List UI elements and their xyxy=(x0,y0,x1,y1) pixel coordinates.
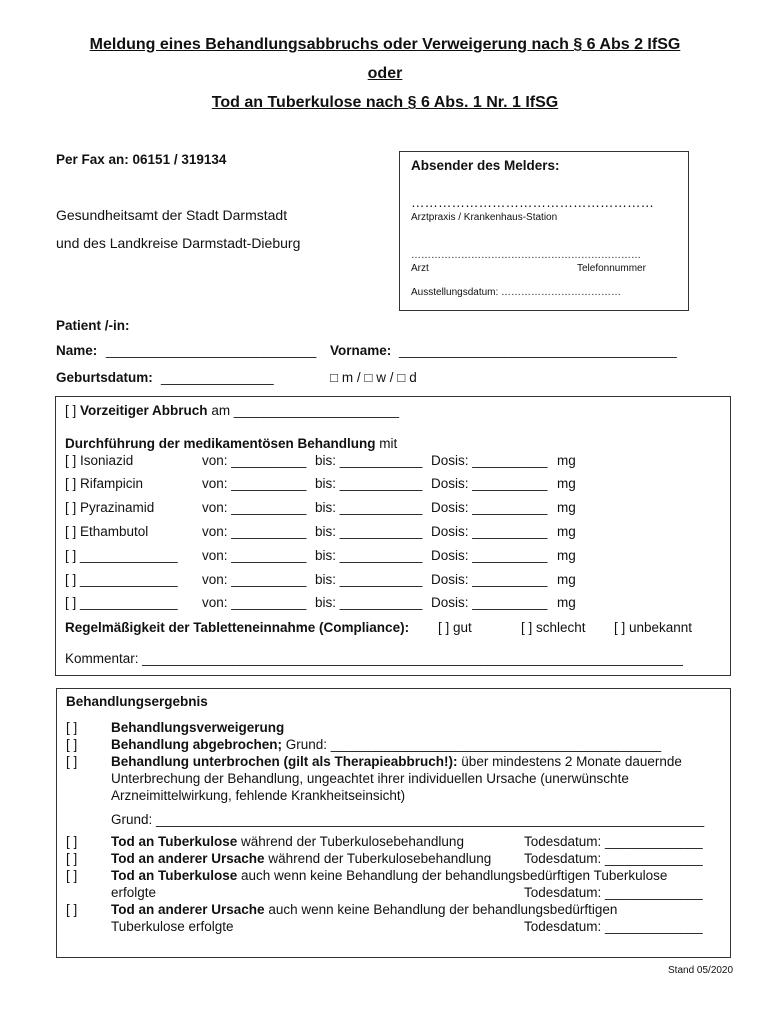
sender-dots-2[interactable]: …………………………………………………………… xyxy=(411,250,641,261)
tod-tb-waehrend-bold: Tod an Tuberkulose xyxy=(111,834,238,849)
name-label: Name: xyxy=(56,343,98,358)
page-subtitle: Tod an Tuberkulose nach § 6 Abs. 1 Nr. 1 IfSG xyxy=(211,94,559,111)
sender-box xyxy=(399,151,689,311)
compliance-gut[interactable]: [ ] gut xyxy=(438,620,472,635)
med-bis-field[interactable]: bis: ___________ xyxy=(315,476,423,491)
todesdatum-field-2[interactable]: Todesdatum: _____________ xyxy=(524,851,703,866)
tod-tb-ohne xyxy=(111,868,667,883)
med-bis-field[interactable]: bis: ___________ xyxy=(315,572,423,587)
ergebnis-title: Behandlungsergebnis xyxy=(66,694,208,709)
abbruch-checkbox[interactable]: [ ] xyxy=(65,403,77,418)
geburtsdatum-label: Geburtsdatum: xyxy=(56,370,153,385)
unterbrochen-grund-field[interactable]: Grund: _________________________________________________________________________ xyxy=(111,812,705,827)
recipient-line1: Gesundheitsamt der Stadt Darmstadt xyxy=(56,207,288,223)
cb-tod-tb-waehrend[interactable]: [ ] xyxy=(66,834,78,849)
compliance-label: Regelmäßigkeit der Tabletteneinnahme (Compliance): xyxy=(65,620,410,635)
patient-heading: Patient /-in: xyxy=(56,318,130,333)
med-dosis-field[interactable]: Dosis: __________ xyxy=(431,476,548,491)
verweigerung-label: Behandlungsverweigerung xyxy=(111,720,285,735)
tod-tb-ohne-rest: auch wenn keine Behandlung der behandlungsbedürftigen Tuberkulose xyxy=(241,868,668,883)
med-dosis-field[interactable]: Dosis: __________ xyxy=(431,572,548,587)
gender-checkboxes[interactable]: □ m / □ w / □ d xyxy=(330,370,417,385)
fax-number: Per Fax an: 06151 / 319134 xyxy=(56,152,227,167)
tod-andere-ohne-rest: auch wenn keine Behandlung der behandlungsbedürftigen xyxy=(268,902,618,917)
med-dosis-field[interactable]: Dosis: __________ xyxy=(431,595,548,610)
med-unit: mg xyxy=(557,453,576,468)
med-dosis-field[interactable]: Dosis: __________ xyxy=(431,500,548,515)
unterbrochen-rest: über mindestens 2 Monate dauernde xyxy=(461,754,682,769)
footer-stand: Stand 05/2020 xyxy=(668,965,734,976)
med-von-field[interactable]: von: __________ xyxy=(202,548,307,563)
cb-tod-tb-ohne[interactable]: [ ] xyxy=(66,868,78,883)
todesdatum-field-3[interactable]: Todesdatum: _____________ xyxy=(524,885,703,900)
geburtsdatum-field[interactable]: _______________ xyxy=(161,370,274,385)
abgebrochen-grund-field[interactable]: Grund: ____________________________________________ xyxy=(285,737,662,752)
abbruch-line xyxy=(65,403,399,418)
med-unit: mg xyxy=(557,595,576,610)
sender-title: Absender des Melders: xyxy=(411,158,560,173)
med-bis-field[interactable]: bis: ___________ xyxy=(315,595,423,610)
cb-tod-andere-waehrend[interactable]: [ ] xyxy=(66,851,78,866)
med-unit: mg xyxy=(557,500,576,515)
med-von-field[interactable]: von: __________ xyxy=(202,595,307,610)
tod-tb-waehrend xyxy=(111,834,464,849)
abgebrochen-label: Behandlung abgebrochen; xyxy=(111,737,283,752)
sender-label-telefon: Telefonnummer xyxy=(577,263,646,274)
compliance-unbekannt[interactable]: [ ] unbekannt xyxy=(614,620,693,635)
tod-tb-ohne-line2: erfolgte xyxy=(111,885,157,900)
cb-verweigerung[interactable]: [ ] xyxy=(66,720,78,735)
compliance-row xyxy=(65,620,409,635)
durchfuehrung-bold: Durchführung der medikamentösen Behandlung xyxy=(65,436,376,451)
cb-tod-andere-ohne[interactable]: [ ] xyxy=(66,902,78,917)
med-name[interactable]: [ ] Ethambutol xyxy=(65,524,149,539)
vorname-label: Vorname: xyxy=(330,343,392,358)
med-bis-field[interactable]: bis: ___________ xyxy=(315,500,423,515)
recipient-line2: und des Landkreise Darmstadt-Dieburg xyxy=(56,235,301,251)
med-bis-field[interactable]: bis: ___________ xyxy=(315,453,423,468)
todesdatum-field-1[interactable]: Todesdatum: _____________ xyxy=(524,834,703,849)
sender-label-praxis: Arztpraxis / Krankenhaus-Station xyxy=(411,212,558,223)
tod-andere-waehrend-bold: Tod an anderer Ursache xyxy=(111,851,265,866)
med-von-field[interactable]: von: __________ xyxy=(202,453,307,468)
sender-ausstellungsdatum[interactable]: Ausstellungsdatum: ……………………………… xyxy=(411,287,622,298)
name-field[interactable]: ____________________________ xyxy=(106,343,317,358)
med-name[interactable]: [ ] _____________ xyxy=(65,595,178,610)
med-unit: mg xyxy=(557,548,576,563)
sender-dots-1[interactable]: ……………………………………………… xyxy=(411,195,654,210)
vorname-field[interactable]: _____________________________________ xyxy=(399,343,677,358)
cb-abgebrochen[interactable]: [ ] xyxy=(66,737,78,752)
tod-tb-waehrend-rest: während der Tuberkulosebehandlung xyxy=(241,834,464,849)
page-title-oder: oder xyxy=(367,65,403,82)
tod-andere-ohne xyxy=(111,902,617,917)
tod-andere-waehrend xyxy=(111,851,491,866)
unterbrochen-line3: Arzneimittelwirkung, fehlende Krankheitseinsicht) xyxy=(111,788,406,803)
med-dosis-field[interactable]: Dosis: __________ xyxy=(431,453,548,468)
abbruch-label: Vorzeitiger Abbruch xyxy=(80,403,208,418)
unterbrochen-label: Behandlung unterbrochen (gilt als Therapieabbruch!): xyxy=(111,754,458,769)
tod-andere-waehrend-rest: während der Tuberkulosebehandlung xyxy=(268,851,492,866)
med-name[interactable]: [ ] Pyrazinamid xyxy=(65,500,155,515)
med-von-field[interactable]: von: __________ xyxy=(202,476,307,491)
kommentar-field[interactable]: Kommentar: ________________________________________________________________________ xyxy=(65,651,683,666)
med-dosis-field[interactable]: Dosis: __________ xyxy=(431,548,548,563)
med-unit: mg xyxy=(557,476,576,491)
med-dosis-field[interactable]: Dosis: __________ xyxy=(431,524,548,539)
durchfuehrung-heading xyxy=(65,436,397,451)
med-unit: mg xyxy=(557,572,576,587)
cb-unterbrochen[interactable]: [ ] xyxy=(66,754,78,769)
med-von-field[interactable]: von: __________ xyxy=(202,500,307,515)
med-von-field[interactable]: von: __________ xyxy=(202,572,307,587)
med-name[interactable]: [ ] _____________ xyxy=(65,572,178,587)
compliance-schlecht[interactable]: [ ] schlecht xyxy=(521,620,586,635)
abbruch-date-field[interactable]: am ______________________ xyxy=(211,403,399,418)
med-bis-field[interactable]: bis: ___________ xyxy=(315,524,423,539)
unterbrochen-row xyxy=(111,754,682,769)
med-name[interactable]: [ ] _____________ xyxy=(65,548,178,563)
tod-tb-ohne-bold: Tod an Tuberkulose xyxy=(111,868,238,883)
med-name[interactable]: [ ] Isoniazid xyxy=(65,453,134,468)
durchfuehrung-mit: mit xyxy=(379,436,398,451)
unterbrochen-line2: Unterbrechung der Behandlung, ungeachtet ihrer individuellen Ursache (unerwünschte xyxy=(111,771,629,786)
abgebrochen-row xyxy=(111,737,661,752)
med-von-field[interactable]: von: __________ xyxy=(202,524,307,539)
med-name[interactable]: [ ] Rifampicin xyxy=(65,476,144,491)
tod-andere-ohne-bold: Tod an anderer Ursache xyxy=(111,902,265,917)
med-bis-field[interactable]: bis: ___________ xyxy=(315,548,423,563)
sender-label-arzt: Arzt xyxy=(411,263,429,274)
med-unit: mg xyxy=(557,524,576,539)
tod-andere-ohne-line2: Tuberkulose erfolgte xyxy=(111,919,234,934)
todesdatum-field-4[interactable]: Todesdatum: _____________ xyxy=(524,919,703,934)
page-title: Meldung eines Behandlungsabbruchs oder Verweigerung nach § 6 Abs 2 IfSG xyxy=(89,36,681,53)
